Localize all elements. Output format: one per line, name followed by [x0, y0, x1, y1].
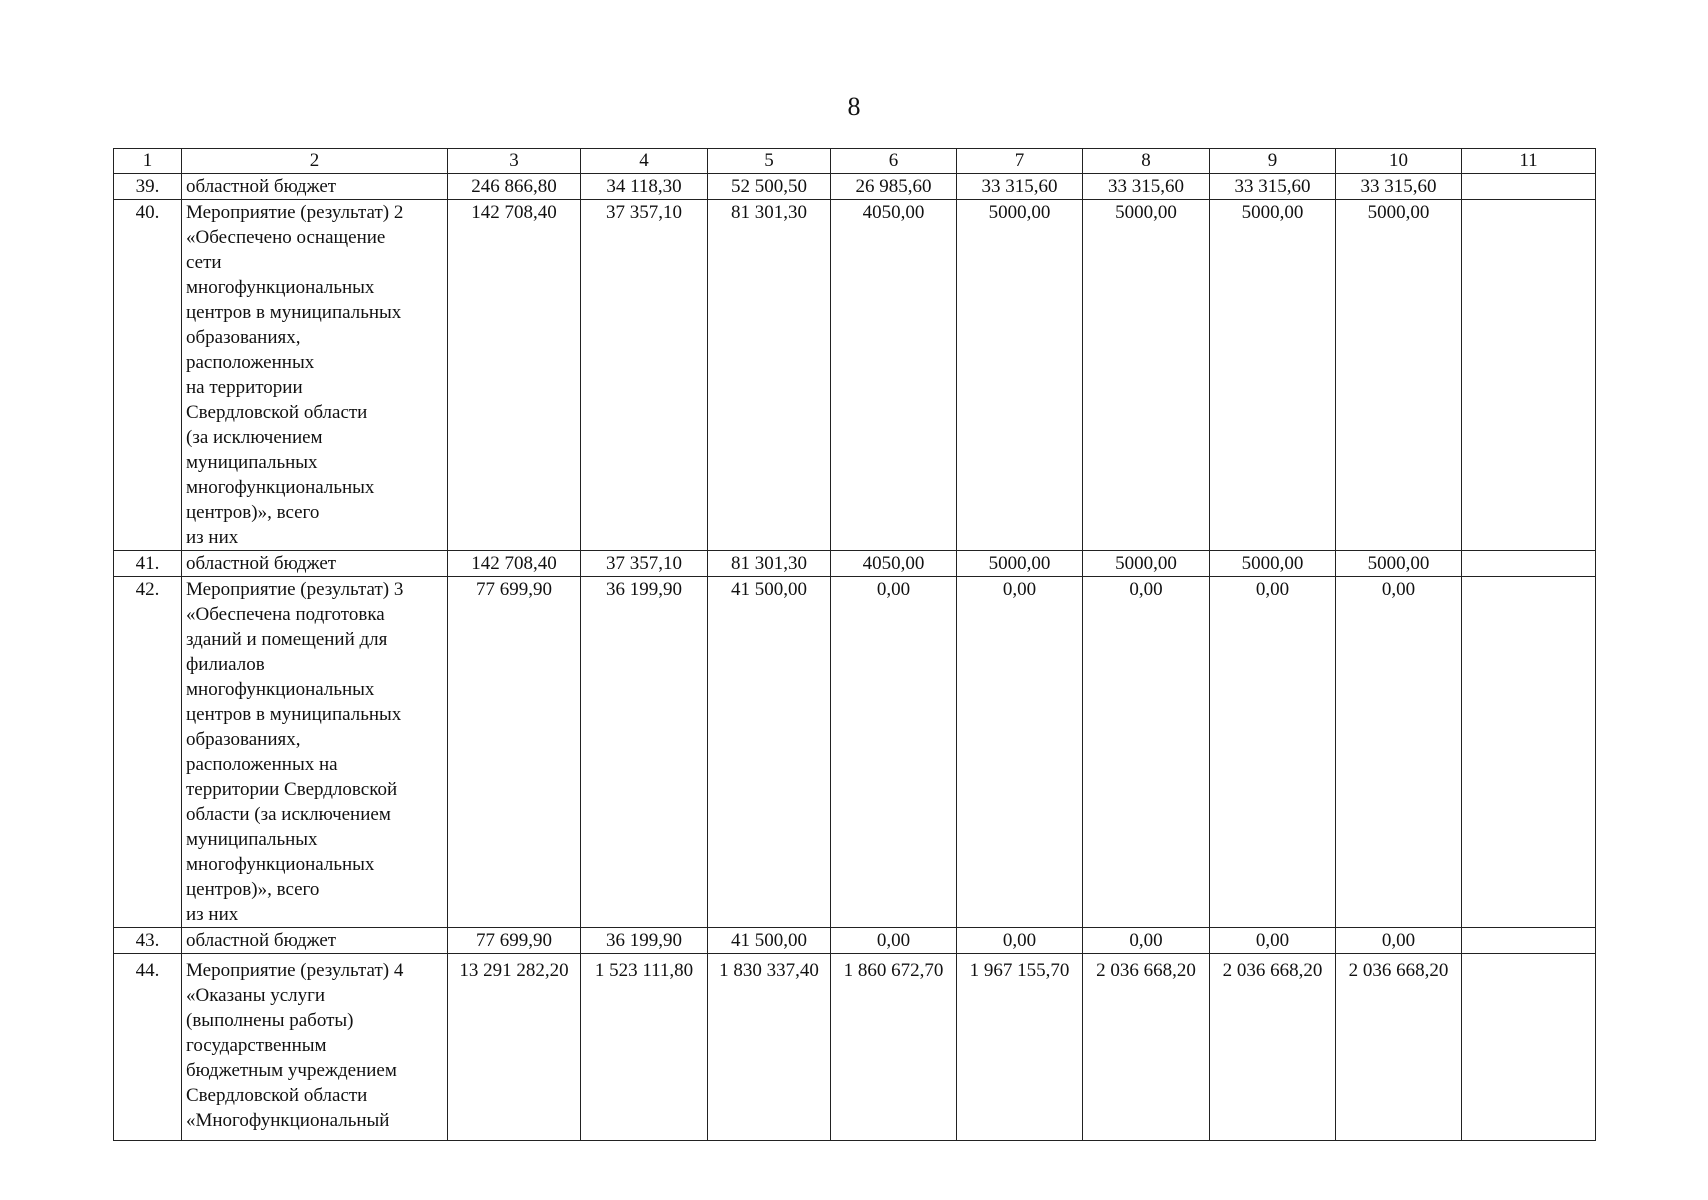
value-cell: 2 036 668,20	[1210, 954, 1336, 1141]
description-line: (выполнены работы)	[186, 1010, 354, 1031]
description-line: многофункциональных	[186, 277, 375, 298]
value-cell: 0,00	[1210, 577, 1336, 928]
value-cell: 246 866,80	[448, 174, 581, 200]
description-line: области (за исключением	[186, 804, 391, 825]
value-cell: 5000,00	[1210, 551, 1336, 577]
table-row	[114, 551, 1596, 577]
value-cell: 41 500,00	[708, 577, 831, 928]
description-line: Мероприятие (результат) 3	[186, 579, 404, 600]
column-header: 1	[114, 149, 182, 174]
table-row	[114, 928, 1596, 954]
value-cell: 0,00	[1336, 928, 1462, 954]
value-cell	[1462, 954, 1596, 1141]
value-cell: 1 967 155,70	[957, 954, 1083, 1141]
row-description	[182, 200, 448, 551]
row-number: 39.	[114, 174, 182, 200]
description-line: областной бюджет	[186, 930, 337, 951]
value-cell: 36 199,90	[581, 577, 708, 928]
value-cell: 1 860 672,70	[831, 954, 957, 1141]
description-line: центров)», всего	[186, 879, 320, 900]
value-cell: 36 199,90	[581, 928, 708, 954]
description-line: (за исключением	[186, 427, 323, 448]
value-cell: 52 500,50	[708, 174, 831, 200]
value-cell: 4050,00	[831, 200, 957, 551]
column-header: 7	[957, 149, 1083, 174]
description-line: областной бюджет	[186, 176, 337, 197]
column-header: 6	[831, 149, 957, 174]
row-number: 40.	[114, 200, 182, 551]
value-cell: 0,00	[957, 577, 1083, 928]
value-cell	[1462, 577, 1596, 928]
description-line: зданий и помещений для	[186, 629, 388, 650]
table-row	[114, 577, 1596, 928]
value-cell: 5000,00	[957, 200, 1083, 551]
description-line: «Обеспечено оснащение	[186, 227, 386, 248]
column-header: 2	[182, 149, 448, 174]
description-line: Мероприятие (результат) 4	[186, 960, 404, 981]
description-line: муниципальных	[186, 829, 318, 850]
value-cell: 0,00	[1210, 928, 1336, 954]
value-cell: 1 830 337,40	[708, 954, 831, 1141]
table-row	[114, 174, 1596, 200]
column-header: 3	[448, 149, 581, 174]
value-cell: 37 357,10	[581, 200, 708, 551]
row-description	[182, 174, 448, 200]
value-cell: 2 036 668,20	[1083, 954, 1210, 1141]
value-cell: 81 301,30	[708, 551, 831, 577]
value-cell: 5000,00	[1210, 200, 1336, 551]
description-line: расположенных на	[186, 754, 338, 775]
value-cell: 0,00	[1083, 577, 1210, 928]
table-row	[114, 200, 1596, 551]
value-cell: 77 699,90	[448, 577, 581, 928]
column-header: 11	[1462, 149, 1596, 174]
description-line: филиалов	[186, 654, 265, 675]
row-description	[182, 577, 448, 928]
value-cell: 34 118,30	[581, 174, 708, 200]
row-description	[182, 551, 448, 577]
description-line: Мероприятие (результат) 2	[186, 202, 404, 223]
value-cell: 2 036 668,20	[1336, 954, 1462, 1141]
value-cell: 0,00	[957, 928, 1083, 954]
description-line: центров в муниципальных	[186, 302, 402, 323]
description-line: «Многофункциональный	[186, 1110, 390, 1131]
value-cell: 41 500,00	[708, 928, 831, 954]
column-number-row	[114, 149, 1596, 174]
value-cell: 81 301,30	[708, 200, 831, 551]
description-line: многофункциональных	[186, 679, 375, 700]
description-line: образованиях,	[186, 327, 301, 348]
description-line: из них	[186, 904, 239, 925]
value-cell: 4050,00	[831, 551, 957, 577]
description-line: территории Свердловской	[186, 779, 398, 800]
description-line: многофункциональных	[186, 854, 375, 875]
description-line: образованиях,	[186, 729, 301, 750]
value-cell: 1 523 111,80	[581, 954, 708, 1141]
description-line: «Оказаны услуги	[186, 985, 326, 1006]
value-cell: 13 291 282,20	[448, 954, 581, 1141]
description-line: многофункциональных	[186, 477, 375, 498]
column-header: 8	[1083, 149, 1210, 174]
row-number: 42.	[114, 577, 182, 928]
description-line: Свердловской области	[186, 1085, 368, 1106]
description-line: на территории	[186, 377, 303, 398]
value-cell: 0,00	[831, 577, 957, 928]
description-line: центров)», всего	[186, 502, 320, 523]
value-cell: 77 699,90	[448, 928, 581, 954]
value-cell: 5000,00	[957, 551, 1083, 577]
page-number: 8	[847, 92, 861, 121]
description-line: государственным	[186, 1035, 327, 1056]
value-cell: 5000,00	[1336, 551, 1462, 577]
value-cell: 0,00	[1336, 577, 1462, 928]
column-header: 4	[581, 149, 708, 174]
value-cell: 5000,00	[1336, 200, 1462, 551]
value-cell: 33 315,60	[957, 174, 1083, 200]
description-line: сети	[186, 252, 222, 273]
value-cell	[1462, 928, 1596, 954]
table-row	[114, 954, 1596, 1141]
row-description	[182, 928, 448, 954]
value-cell	[1462, 174, 1596, 200]
row-number: 44.	[114, 954, 182, 1141]
description-line: муниципальных	[186, 452, 318, 473]
description-line: из них	[186, 527, 239, 548]
value-cell: 142 708,40	[448, 200, 581, 551]
value-cell	[1462, 200, 1596, 551]
value-cell	[1462, 551, 1596, 577]
value-cell: 33 315,60	[1336, 174, 1462, 200]
row-number: 41.	[114, 551, 182, 577]
value-cell: 0,00	[1083, 928, 1210, 954]
column-header: 5	[708, 149, 831, 174]
description-line: бюджетным учреждением	[186, 1060, 397, 1081]
description-line: расположенных	[186, 352, 315, 373]
value-cell: 0,00	[831, 928, 957, 954]
value-cell: 5000,00	[1083, 200, 1210, 551]
value-cell: 142 708,40	[448, 551, 581, 577]
value-cell: 5000,00	[1083, 551, 1210, 577]
value-cell: 37 357,10	[581, 551, 708, 577]
row-description	[182, 954, 448, 1141]
description-line: центров в муниципальных	[186, 704, 402, 725]
value-cell: 26 985,60	[831, 174, 957, 200]
description-line: «Обеспечена подготовка	[186, 604, 385, 625]
value-cell: 33 315,60	[1210, 174, 1336, 200]
value-cell: 33 315,60	[1083, 174, 1210, 200]
description-line: Свердловской области	[186, 402, 368, 423]
row-number: 43.	[114, 928, 182, 954]
column-header: 10	[1336, 149, 1462, 174]
description-line: областной бюджет	[186, 553, 337, 574]
budget-table	[113, 148, 1596, 1141]
column-header: 9	[1210, 149, 1336, 174]
